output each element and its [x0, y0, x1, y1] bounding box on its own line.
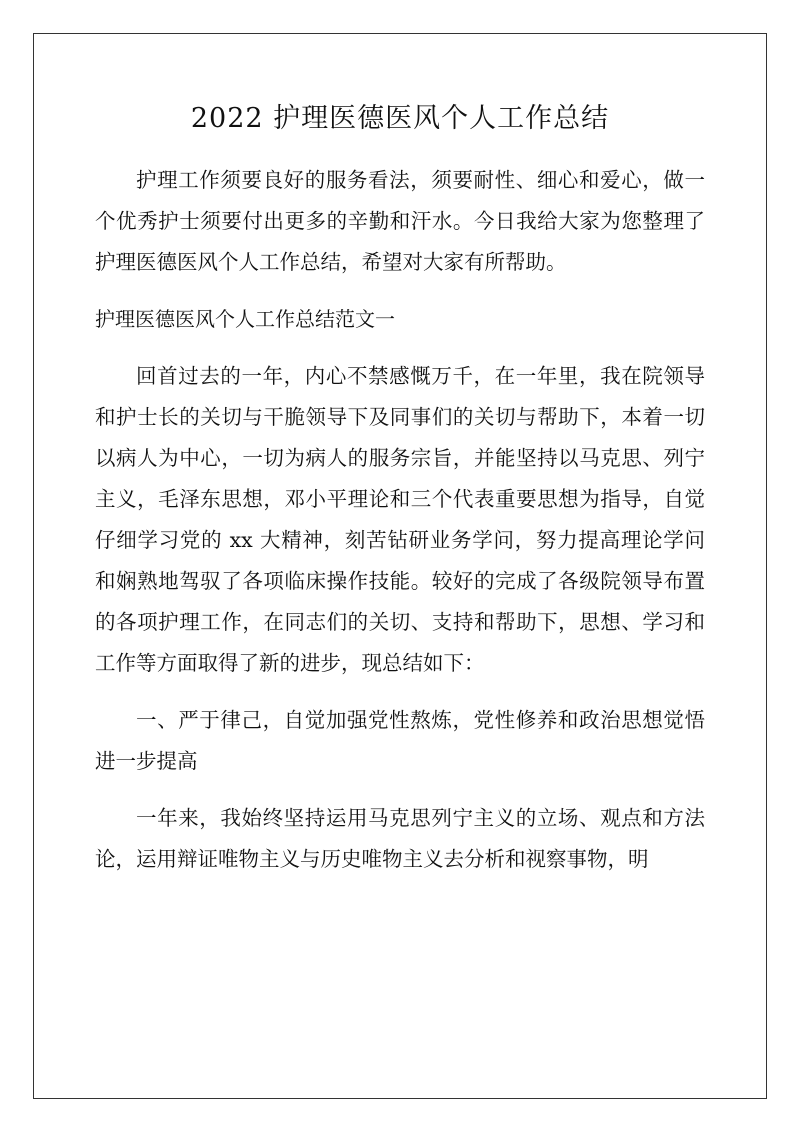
- document-title: 2022 护理医德医风个人工作总结: [190, 103, 610, 134]
- subsection-heading: 一、严于律己，自觉加强党性熬炼，党性修养和政治思想觉悟进一步提高: [95, 708, 705, 773]
- document-body: [95, 96, 705, 896]
- section-heading: 护理医德医风个人工作总结范文一: [95, 307, 395, 331]
- body-paragraph: 一年来，我始终坚持运用马克思列宁主义的立场、观点和方法论，运用辩证唯物主义与历史唯物主义去分析和视察事物，明: [95, 806, 705, 871]
- intro-paragraph: 护理工作须要良好的服务看法，须要耐性、细心和爱心，做一个优秀护士须要付出更多的辛勤和汗水。今日我给大家为您整理了护理医德医风个人工作总结，希望对大家有所帮助。: [95, 168, 705, 274]
- body-paragraph: 回首过去的一年，内心不禁感慨万千，在一年里，我在院领导和护士长的关切与干脆领导下及同事们的关切与帮助下，本着一切以病人为中心，一切为病人的服务宗旨，并能坚持以马克思、列宁主义，毛泽东思想，邓小平理论和三个代表重要思想为指导，自觉仔细学习党的 xx 大精神，刻苦钻研业务学问，努力提高理论学问和娴熟地驾驭了各项临床操作技能。较好的完成了各级院领导布置的各项护理工作，在同志们的关切、支持和帮助下，思想、学习和工作等方面取得了新的进步，现总结如下：: [95, 364, 705, 675]
